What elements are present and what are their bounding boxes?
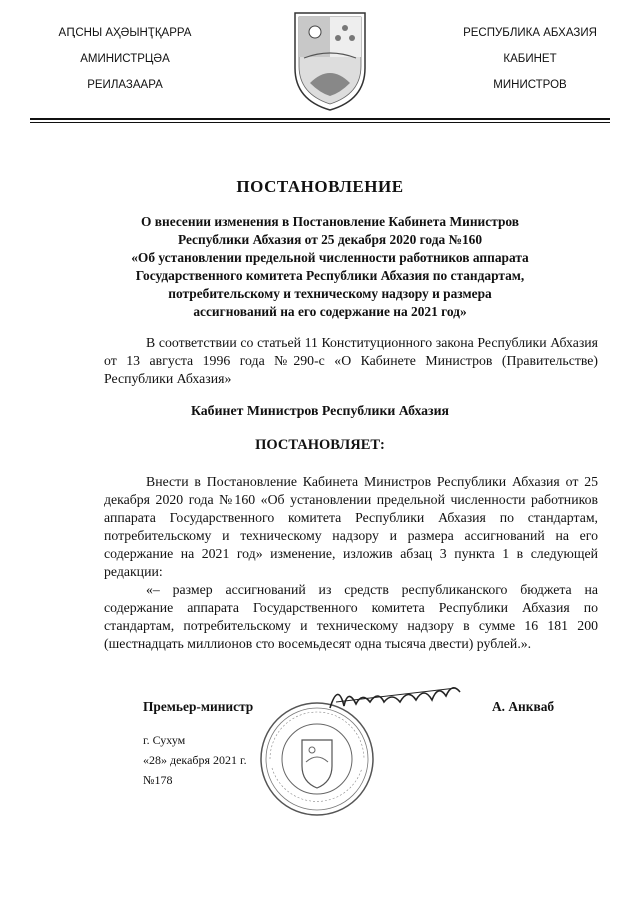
header-left-block bbox=[30, 26, 220, 104]
preamble-paragraph: В соответствии со статьей 11 Конституционного закона Республики Абхазия от 13 августа 1996 года №290-с «О Кабинете Министров (Правительстве) Республики Абхазия» bbox=[104, 335, 598, 386]
signatory-name: А. Анкваб bbox=[492, 699, 555, 714]
resolves-heading: ПОСТАНОВЛЯЕТ: bbox=[255, 437, 385, 453]
issue-date: «28» декабря 2021 г. bbox=[143, 753, 247, 767]
coat-of-arms-icon bbox=[290, 8, 370, 113]
header-divider-thin bbox=[30, 122, 610, 123]
subject-line: «Об установлении предельной численности работников аппарата bbox=[131, 250, 529, 265]
issuer-heading: Кабинет Министров Республики Абхазия bbox=[190, 403, 450, 418]
header-right-line-3: МИНИСТРОВ bbox=[493, 79, 567, 91]
header-right-line-2: КАБИНЕТ bbox=[503, 53, 557, 65]
body-paragraph: Внести в Постановление Кабинета Министров Республики Абхазия от 25 декабря 2020 года №160 «Об установлении предельной численности работников аппарата Государственного комитета Республики Абхазия по стандартам, потребительскому и техническому надзору и размера ассигнований на его содержание на 2021 год» изменение, изложив абзац 3 пункта 1 в следующей редакции: bbox=[104, 474, 598, 579]
header-right-block bbox=[440, 26, 620, 104]
issue-city: г. Сухум bbox=[143, 733, 186, 747]
header-left-line-3: РЕИЛАЗААРА bbox=[87, 79, 163, 91]
subject-line: О внесении изменения в Постановление Кабинета Министров bbox=[141, 214, 519, 229]
header-left-line-1: АԤСНЫ АҲӘЫНҬҚАРРА bbox=[58, 27, 192, 39]
quoted-amendment: «– размер ассигнований из средств республиканского бюджета на содержание аппарата Государственного комитета Республики Абхазия по стандартам, потребительскому и техническому надзору в сумме 16 181 200 (шестнадцать миллионов сто восемьдесят одна тысяча двести) рублей.». bbox=[104, 582, 598, 651]
header-right-line-1: РЕСПУБЛИКА АБХАЗИЯ bbox=[463, 27, 597, 39]
document-title: ПОСТАНОВЛЕНИЕ bbox=[236, 177, 404, 196]
subject-line: ассигнований на его содержание на 2021 год» bbox=[193, 304, 467, 319]
header-divider-thick bbox=[30, 118, 610, 120]
header-left-line-2: АМИНИСТРЦӘА bbox=[80, 53, 170, 65]
subject-line: Государственного комитета Республики Абхазия по стандартам, bbox=[135, 268, 525, 283]
handwritten-signature bbox=[326, 678, 466, 718]
document-number: №178 bbox=[143, 773, 173, 787]
document-subject bbox=[110, 213, 550, 321]
subject-line: Республики Абхазия от 25 декабря 2020 года №160 bbox=[177, 232, 483, 247]
signatory-role: Премьер-министр bbox=[143, 699, 254, 714]
subject-line: потребительскому и техническому надзору и размера bbox=[168, 286, 492, 301]
